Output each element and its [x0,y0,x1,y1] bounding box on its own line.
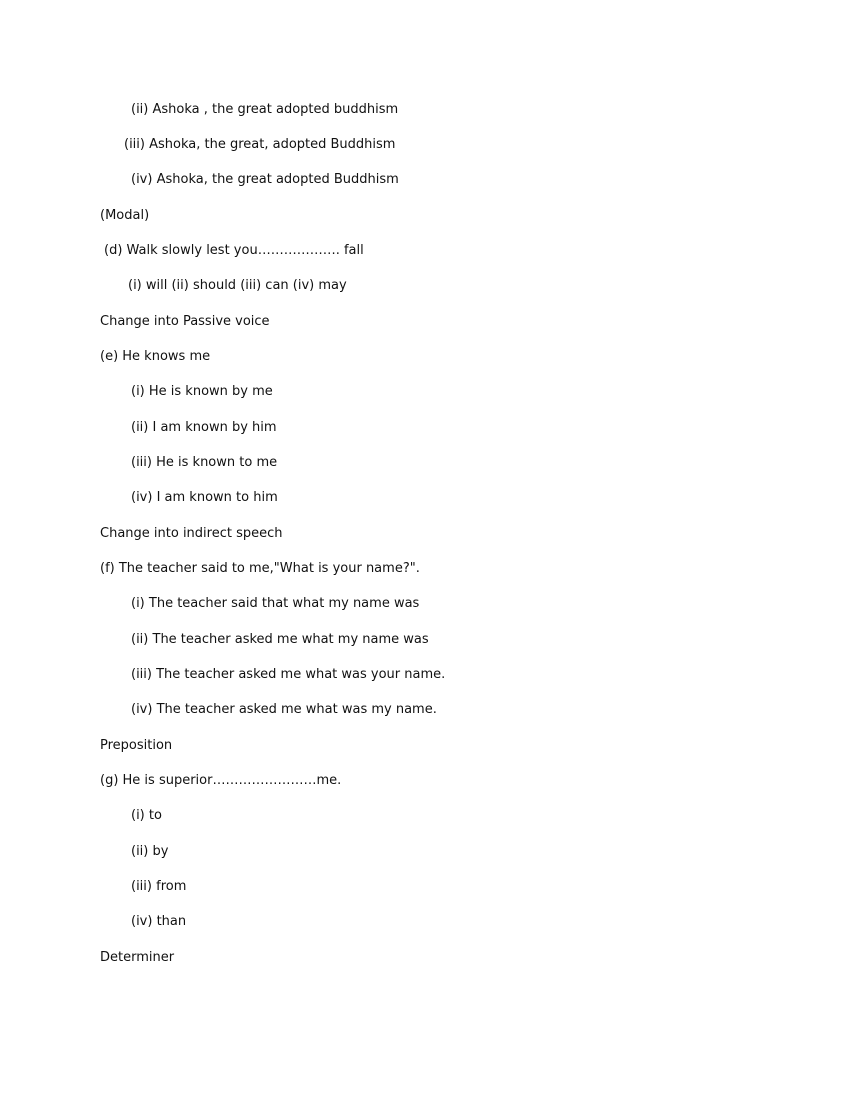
option-line: (iii) He is known to me [131,455,278,470]
option-line: (i) will (ii) should (iii) can (iv) may [128,278,347,293]
option-line: (iv) Ashoka, the great adopted Buddhism [131,172,399,187]
question-line: (f) The teacher said to me,"What is your name?". [100,561,420,576]
option-line: (ii) The teacher asked me what my name was [131,632,429,647]
section-heading: Determiner [100,950,175,965]
option-line: (iv) The teacher asked me what was my name. [131,702,437,717]
option-line: (i) to [131,808,162,823]
section-heading: Preposition [100,738,173,753]
section-heading: Change into Passive voice [100,314,270,329]
question-line: (e) He knows me [100,349,211,364]
option-line: (iv) I am known to him [131,490,278,505]
option-line: (i) He is known by me [131,384,273,399]
option-line: (ii) Ashoka , the great adopted buddhism [131,102,399,117]
option-line: (iii) from [131,879,187,894]
question-line: (d) Walk slowly lest you………………. fall [104,243,364,258]
option-line: (ii) I am known by him [131,420,277,435]
option-line: (iv) than [131,914,187,929]
option-line: (i) The teacher said that what my name was [131,596,420,611]
option-line: (iii) The teacher asked me what was your name. [131,667,446,682]
question-line: (g) He is superior……………………me. [100,773,342,788]
section-heading: Change into indirect speech [100,526,283,541]
section-heading: (Modal) [100,208,150,223]
option-line: (iii) Ashoka, the great, adopted Buddhism [124,137,396,152]
option-line: (ii) by [131,844,169,859]
